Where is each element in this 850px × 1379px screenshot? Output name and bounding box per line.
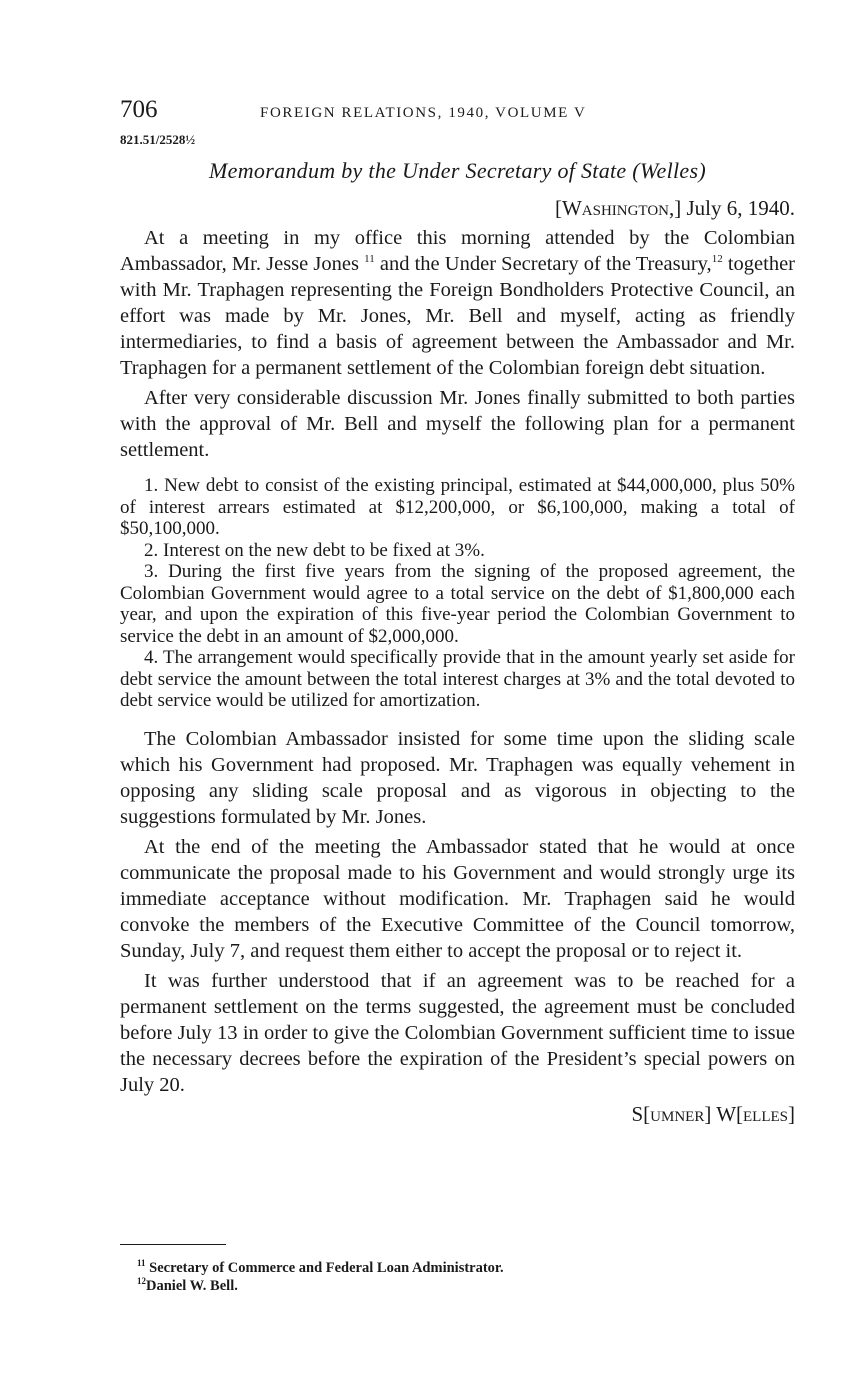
page-number: 706 (120, 96, 158, 123)
signature-last-name: [elles] (736, 1101, 795, 1126)
plan-item-3: 3. During the first five years from the signing of the proposed agreement, the Colombian Government would agree to a total service on the debt of $1,800,000 each year, and upon the expiration of this five-year period the Colombian Government to service the debt in an amount of $2,000,000. (120, 561, 795, 647)
plan-list (120, 475, 795, 712)
footnote-rule (120, 1244, 226, 1245)
footnote-12 (137, 1277, 504, 1295)
footnote-11 (137, 1259, 504, 1277)
footnote-number: 11 (137, 1258, 146, 1269)
paragraph-3: The Colombian Ambassador insisted for some time upon the sliding scale which his Government had proposed. Mr. Traphagen was equally vehement in opposing any sliding scale proposal and as vigorous in objecting to the suggestions formulated by Mr. Jones. (120, 727, 795, 828)
footnote-text: Secretary of Commerce and Federal Loan Administrator. (149, 1260, 504, 1276)
paragraph-1 (120, 225, 795, 381)
paragraph-5: It was further understood that if an agreement was to be reached for a permanent settlement on the terms suggested, the agreement must be concluded before July 13 in order to give the Colombian Government sufficient time to issue the necessary decrees before the expiration of the President’s special powers on July 20. (120, 969, 795, 1096)
paragraph-1-text-b: and the Under Secretary of the Treasury, (374, 253, 712, 275)
dateline (120, 196, 795, 221)
plan-item-4: 4. The arrangement would specifically provide that in the amount yearly set aside for debt service the amount between the total interest charges at 3% and the total devoted to debt service would be utilized for amortization. (120, 647, 795, 711)
plan-item-2: 2. Interest on the new debt to be fixed at 3%. (144, 539, 485, 561)
plan-item-1: 1. New debt to consist of the existing principal, estimated at $44,000,000, plus 50% of interest arrears estimated at $12,200,000, or $6,100,000, making a total of $50,100,000. (120, 475, 795, 539)
signature-first-name: [umner] (643, 1101, 712, 1126)
file-number: 821.51/2528½ (120, 132, 196, 147)
paragraph-1-text-a: At a meeting in my office this morning attended by the Colombian Ambassador, Mr. Jesse Jones (120, 227, 795, 275)
signature-initial-w: W (716, 1101, 737, 1126)
footnote-text: Daniel W. Bell. (146, 1278, 238, 1294)
paragraph-1-text-c: together with Mr. Traphagen representing the Foreign Bondholders Protective Council, an effort was made by Mr. Jones, Mr. Bell and myself, acting as friendly intermediaries, to find a basis of agreement between the Ambassador and Mr. Traphagen for a permanent settlement of the Colombian foreign debt situation. (120, 253, 795, 379)
running-head: FOREIGN RELATIONS, 1940, VOLUME V (260, 105, 587, 121)
document-page (120, 96, 795, 1127)
page-header (120, 96, 795, 130)
footnote-ref-11[interactable]: 11 (364, 253, 375, 266)
paragraph-4: At the end of the meeting the Ambassador stated that he would at once communicate the proposal made to his Government and would strongly urge its immediate acceptance without modification. Mr. Traphagen said he would convoke the members of the Executive Committee of the Council tomorrow, Sunday, July 7, and request them either to accept the proposal or to reject it. (120, 835, 795, 962)
dateline-place: [Washington,] (554, 196, 682, 220)
footnotes (137, 1259, 504, 1295)
signature-initial-s: S (631, 1101, 644, 1126)
paragraph-2: After very considerable discussion Mr. Jones finally submitted to both parties with the approval of Mr. Bell and myself the following plan for a permanent settlement. (120, 387, 795, 461)
footnote-number: 12 (137, 1276, 146, 1287)
dateline-date: July 6, 1940. (686, 196, 795, 220)
footnote-ref-12[interactable]: 12 (711, 253, 723, 266)
document-title: Memorandum by the Under Secretary of State (Welles) (209, 158, 706, 183)
signature (120, 1102, 795, 1127)
